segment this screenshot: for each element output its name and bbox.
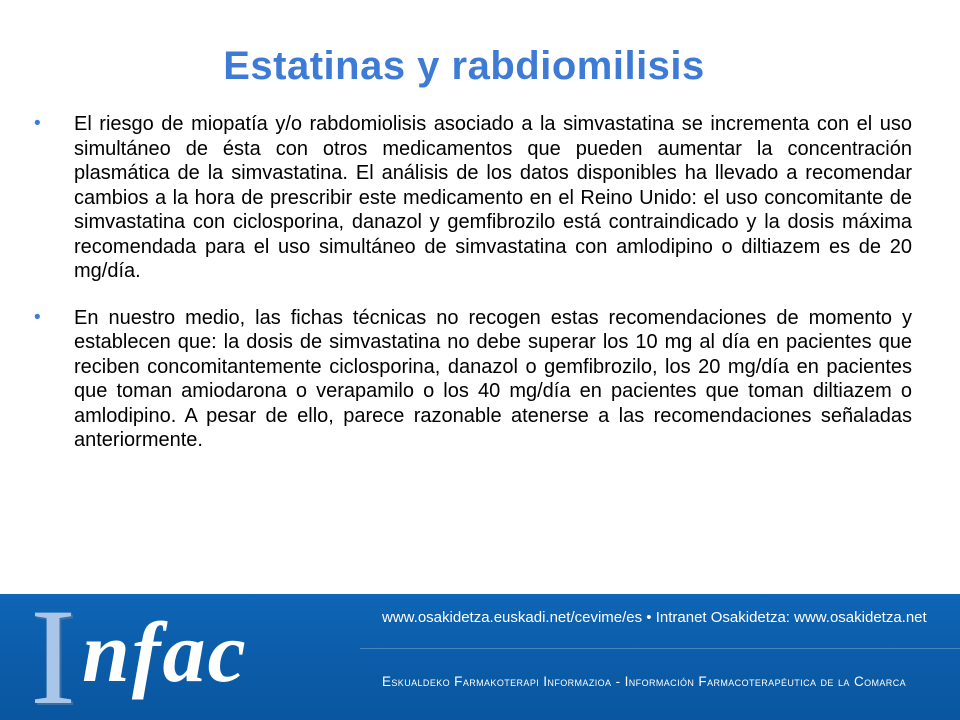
footer-banner (0, 594, 960, 720)
footer-urls: www.osakidetza.euskadi.net/cevime/es • Intranet Osakidetza: www.osakidetza.net (382, 609, 927, 626)
bullet-text: En nuestro medio, las fichas técnicas no recogen estas recomendaciones de momento y establecen que: la dosis de simvastatina no debe superar los 10 mg al día en pacientes que reciben concomitantemente ciclosporina, danazol o gemfibrozilo, los 20 mg/día en pacientes que toman amiodarona o verapamilo o los 40 mg/día en pacientes que toman diltiazem o amlodipino. A pesar de ello, parece razonable atenerse a las recomendaciones señaladas anteriormente. (74, 306, 912, 451)
bullet-item (34, 112, 912, 284)
infac-logo (30, 596, 330, 718)
footer-tagline: Eskualdeko Farmakoterapi Informazioa - Información Farmacoterapéutica de la Comarca (382, 674, 907, 689)
logo-wordmark: nfac (82, 604, 248, 700)
bullet-list (34, 112, 912, 453)
bullet-marker: • (34, 306, 41, 328)
slide-title: Estatinas y rabdiomilisis (223, 44, 705, 88)
bullet-text: El riesgo de miopatía y/o rabdomiolisis asociado a la simvastatina se incrementa con el uso simultáneo de ésta con otros medicamentos que pueden aumentar la concentración plasmática de la simvastatina. El análisis de los datos disponibles ha llevado a recomendar cambios a la hora de prescribir este medicamento en el Reino Unido: el uso concomitante de simvastatina con ciclosporina, danazol y gemfibrozilo está contraindicado y la dosis máxima recomendada para el uso simultáneo de simvastatina con amlodipino o diltiazem es de 20 mg/día. (74, 113, 912, 282)
logo-initial: I (30, 594, 76, 720)
bullet-item (34, 306, 912, 453)
footer-divider (360, 648, 960, 649)
bullet-marker: • (34, 113, 41, 134)
